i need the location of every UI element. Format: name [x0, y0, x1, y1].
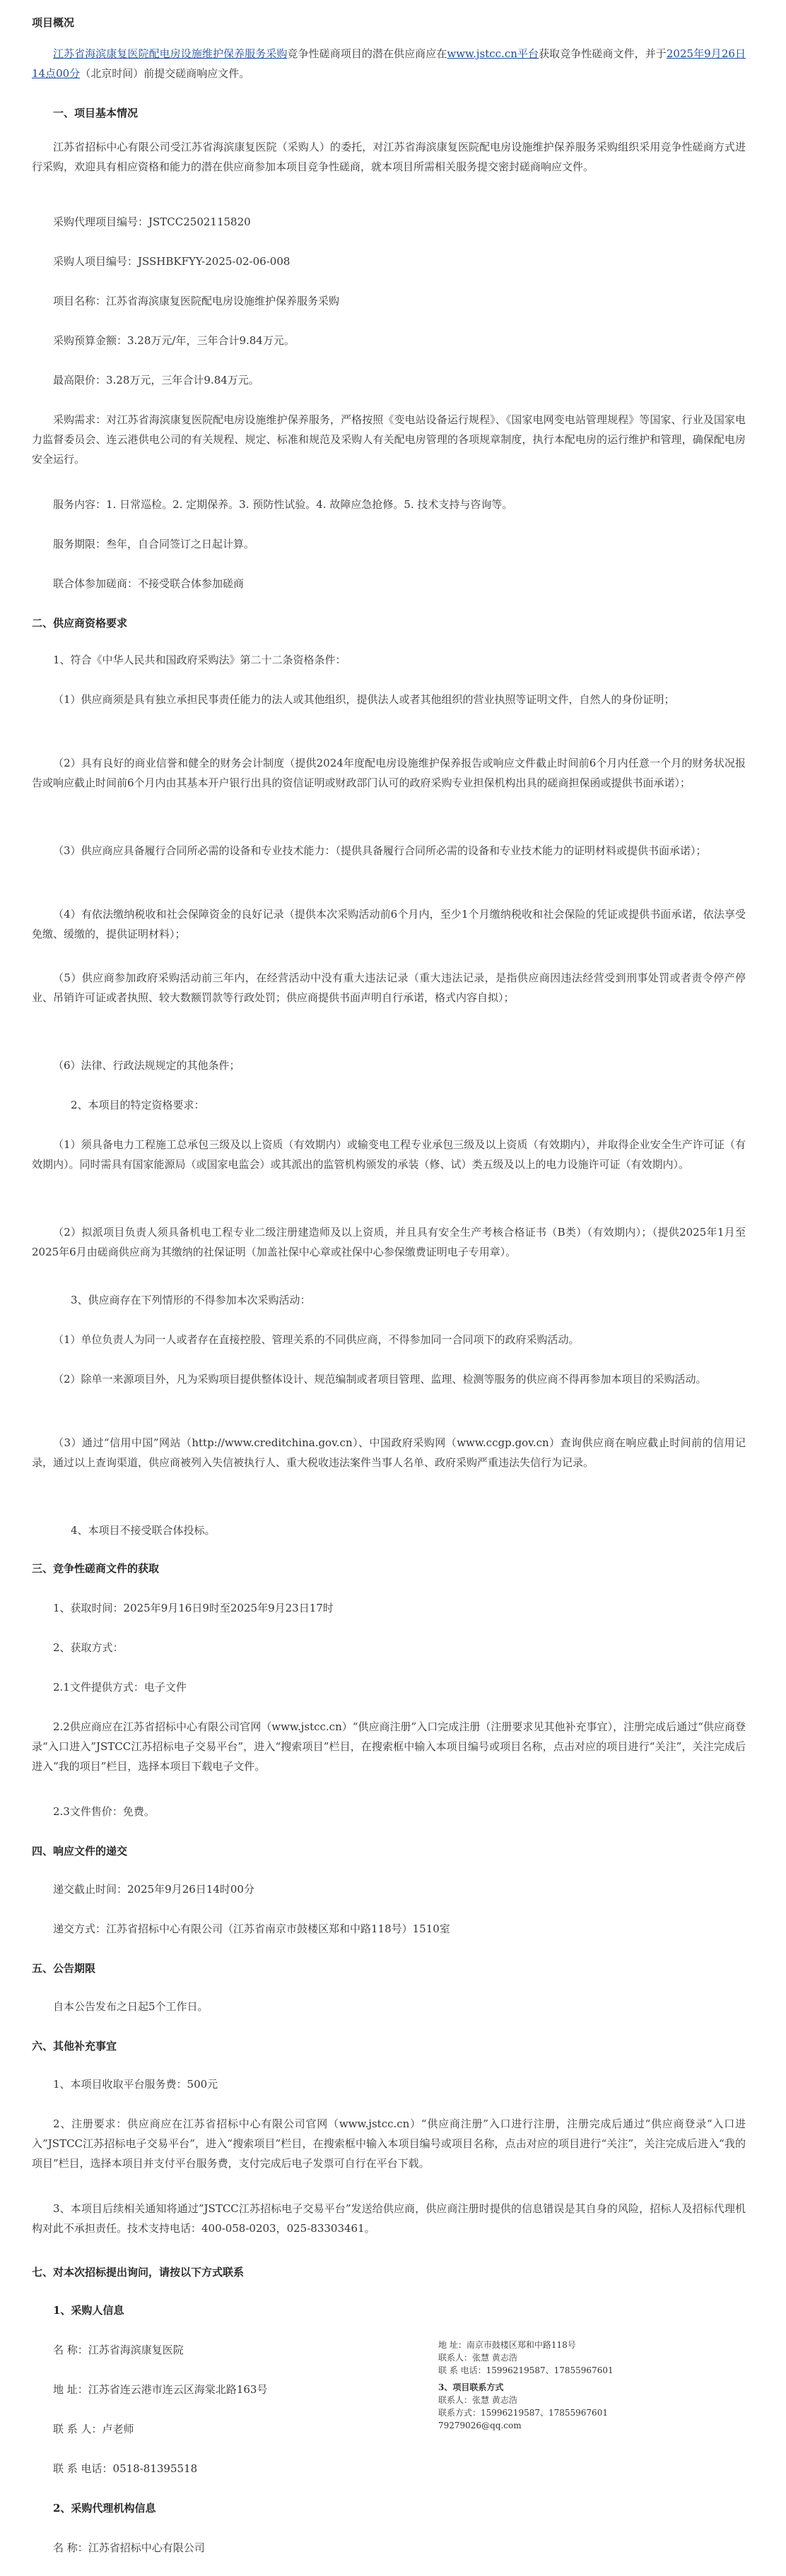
- service-period: 服务期限：叁年，自合同签订之日起计算。: [53, 538, 255, 550]
- condition-6: （6）法律、行政法规规定的其他条件；: [53, 1059, 240, 1072]
- section-6-heading: 六、其他补充事宜: [32, 2040, 117, 2052]
- section-4-heading: 四、响应文件的递交: [32, 1845, 128, 1857]
- section-5-heading: 五、公告期限: [32, 1962, 96, 1975]
- agent-info-heading: 2、采购代理机构信息: [53, 2502, 156, 2515]
- agent-address: 地 址：南京市鼓楼区郑和中路118号: [438, 2340, 576, 2350]
- condition-2: （2）具有良好的商业信誉和健全的财务会计制度（提供2024年度配电房设施维护保养报告或响应文件截止时间前6个月内任意一个月的财务状况报告或响应截止时间前6个月内由其基本开户银行出具的资信证明或财政部门认可的政府采购专业担保机构出具的磋商担保函或提供书面承诺）；: [32, 757, 746, 789]
- buyer-name: 名 称：江苏省海滨康复医院: [53, 2344, 184, 2356]
- buyer-address: 地 址：江苏省连云港市连云区海棠北路163号: [53, 2383, 268, 2396]
- file-format: 2.1文件提供方式：电子文件: [53, 1681, 187, 1694]
- submit-place: 递交方式：江苏省招标中心有限公司（江苏省南京市鼓楼区郑和中路118号）1510室: [53, 1922, 450, 1935]
- obtain-way: 2、获取方式：: [53, 1641, 124, 1654]
- tips: 3、本项目后续相关通知将通过”JSTCC江苏招标电子交易平台”发送给供应商，供应商注册时提供的信息错误是其自身的风险，招标人及招标代理机构对此不承担责任。技术支持电话：400-058-0203，025-83303461。: [32, 2202, 746, 2235]
- exclusion-1: （1）单位负责人为同一人或者存在直接控股、管理关系的不同供应商，不得参加同一合同项下的政府采购活动。: [53, 1333, 580, 1346]
- budget: 采购预算金额：3.28万元/年，三年合计9.84万元。: [53, 334, 295, 347]
- max-price: 最高限价：3.28万元，三年合计9.84万元。: [53, 374, 259, 386]
- agent-name: 名 称：江苏省招标中心有限公司: [53, 2541, 205, 2554]
- obtain-guide: 2.2供应商应在江苏省招标中心有限公司官网（www.jstcc.cn）“供应商注册”入口完成注册（注册要求见其他补充事宜），注册完成后通过“供应商登录“入口进入”JSTCC江苏招标电子交易平台”，进入“搜索项目”栏目，在搜索框中输入本项目编号或项目名称，点击对应的项目进行“关注”，关注完成后进入“我的项目”栏目，选择本项目下载电子文件。: [32, 1720, 746, 1773]
- condition-1: （1）供应商须是具有独立承担民事责任能力的法人或其他组织，提供法人或者其他组织的营业执照等证明文件，自然人的身份证明；: [53, 693, 675, 706]
- platform-link[interactable]: www.jstcc.cn平台: [447, 47, 539, 60]
- agent-contact: 联系人：张慧 黄志浩: [438, 2353, 517, 2363]
- file-price: 2.3文件售价：免费。: [53, 1805, 155, 1818]
- section-2-heading: 二、供应商资格要求: [32, 617, 128, 630]
- submit-deadline: 递交截止时间：2025年9月26日14时00分: [53, 1883, 254, 1896]
- specific-requirements: 2、本项目的特定资格要求：: [71, 1099, 205, 1111]
- consortium: 联合体参加磋商：不接受联合体参加磋商: [53, 577, 245, 590]
- section-1-heading: 一、项目基本情况: [53, 107, 139, 119]
- section-3-heading: 三、竞争性磋商文件的获取: [32, 1562, 160, 1575]
- platform-fee: 1、本项目收取平台服务费：500元: [53, 2078, 218, 2091]
- agent-phone: 联 系 电话：15996219587、17855967601: [438, 2365, 614, 2375]
- project-name: 项目名称：江苏省海滨康复医院配电房设施维护保养服务采购: [53, 295, 340, 307]
- obtain-time: 1、获取时间：2025年9月16日9时至2025年9月23日17时: [53, 1602, 334, 1614]
- deadline-link[interactable]: 2025年9月26日14点00分: [32, 47, 746, 80]
- no-consortium: 4、本项目不接受联合体投标。: [71, 1524, 216, 1537]
- condition-5: （5）供应商参加政府采购活动前三年内，在经营活动中没有重大违法记录（重大违法记录，是指供应商因违法经营受到刑事处罚或者责令停产停业、吊销许可证或者执照、较大数额罚款等行政处罚；供应商提供书面声明自行承诺，格式内容自拟）；: [32, 971, 746, 1004]
- project-name-link[interactable]: 江苏省海滨康复医院配电房设施维护保养服务采购: [53, 47, 288, 60]
- overview-paragraph: 江苏省海滨康复医院配电房设施维护保养服务采购竞争性磋商项目的潜在供应商应在www.jstcc.cn平台获取竞争性磋商文件，并于2025年9月26日14点00分（北京时间）前提交磋商响应文件。: [32, 47, 746, 80]
- exclusion-2: （2）除单一来源项目外，凡为采购项目提供整体设计、规范编制或者项目管理、监理、检测等服务的供应商不得再参加本项目的采购活动。: [53, 1373, 707, 1386]
- overview-title: 项目概况: [32, 16, 75, 29]
- exclusions: 3、供应商存在下列情形的不得参加本次采购活动：: [71, 1294, 311, 1306]
- specific-1: （1）须具备电力工程施工总承包三级及以上资质（有效期内）或输变电工程专业承包三级及以上资质（有效期内），并取得企业安全生产许可证（有效期内）。同时需具有国家能源局（或国家电监会）或其派出的监管机构颁发的承装（修、试）类五级及以上的电力设施许可证（有效期内）。: [32, 1138, 746, 1171]
- agent-project-number: 采购代理项目编号：JSTCC2502115820: [53, 215, 251, 228]
- s1-intro: 江苏省招标中心有限公司受江苏省海滨康复医院（采购人）的委托，对江苏省海滨康复医院配电房设施维护保养服务采购组织采用竞争性磋商方式进行采购，欢迎具有相应资格和能力的潜在供应商参加本项目竞争性磋商，就本项目所需相关服务提交密封磋商响应文件。: [32, 141, 746, 173]
- project-email[interactable]: 79279026@qq.com: [438, 2421, 522, 2430]
- buyer-contact: 联 系 人：卢老师: [53, 2423, 134, 2435]
- law-conditions: 1、符合《中华人民共和国政府采购法》第二十二条资格条件：: [53, 654, 346, 666]
- notice-period: 自本公告发布之日起5个工作日。: [53, 2000, 209, 2013]
- service-content: 服务内容：1. 日常巡检。2. 定期保养。3. 预防性试验。4. 故障应急抢修。5. 技术支持与咨询等。: [53, 498, 513, 511]
- demand: 采购需求：对江苏省海滨康复医院配电房设施维护保养服务，严格按照《变电站设备运行规程》、《国家电网变电站管理规程》等国家、行业及国家电力监督委员会、连云港供电公司的有关规程、规定、标准和规范及采购人有关配电房管理的各项规章制度，执行本配电房的运行维护和管理，确保配电房安全运行。: [32, 413, 746, 466]
- project-contact-heading: 3、项目联系方式: [438, 2382, 504, 2392]
- exclusion-3: （3）通过“信用中国”网站（http://www.creditchina.gov.cn）、中国政府采购网（www.ccgp.gov.cn）查询供应商在响应截止时间前的信用记录，通过以上查询渠道，供应商被列入失信被执行人、重大税收违法案件当事人名单、政府采购严重违法失信行为记录。: [32, 1436, 746, 1469]
- specific-2: （2）拟派项目负责人须具备机电工程专业二级注册建造师及以上资质，并且具有安全生产考核合格证书（B类）（有效期内）；（提供2025年1月至2025年6月由磋商供应商为其缴纳的社保证明（加盖社保中心章或社保中心参保缴费证明电子专用章）。: [32, 1226, 746, 1258]
- section-7-heading: 七、对本次招标提出询问，请按以下方式联系: [32, 2266, 245, 2279]
- registration: 2、注册要求：供应商应在江苏省招标中心有限公司官网（www.jstcc.cn）“供应商注册”入口进行注册，注册完成后通过“供应商登录“入口进入”JSTCC江苏招标电子交易平台”，进入“搜索项目”栏目，在搜索框中输入本项目编号或项目名称，点击对应的项目进行“关注”，关注完成后进入“我的项目”栏目，选择本项目并支付平台服务费，支付完成后电子发票可自行在平台下载。: [32, 2117, 746, 2170]
- project-contact: 联系人：张慧 黄志浩: [438, 2395, 517, 2405]
- buyer-project-number: 采购人项目编号：JSSHBKFYY-2025-02-06-008: [53, 255, 291, 268]
- condition-4: （4）有依法缴纳税收和社会保障资金的良好记录（提供本次采购活动前6个月内，至少1个月缴纳税收和社会保险的凭证或提供书面承诺，依法享受免缴、缓缴的，提供证明材料）；: [32, 908, 746, 940]
- buyer-info-heading: 1、采购人信息: [53, 2304, 124, 2317]
- condition-3: （3）供应商应具备履行合同所必需的设备和专业技术能力：（提供具备履行合同所必需的设备和专业技术能力的证明材料或提供书面承诺）；: [53, 844, 707, 857]
- project-phone: 联系方式：15996219587、17855967601: [438, 2408, 608, 2418]
- buyer-phone: 联 系 电话：0518-81395518: [53, 2462, 198, 2475]
